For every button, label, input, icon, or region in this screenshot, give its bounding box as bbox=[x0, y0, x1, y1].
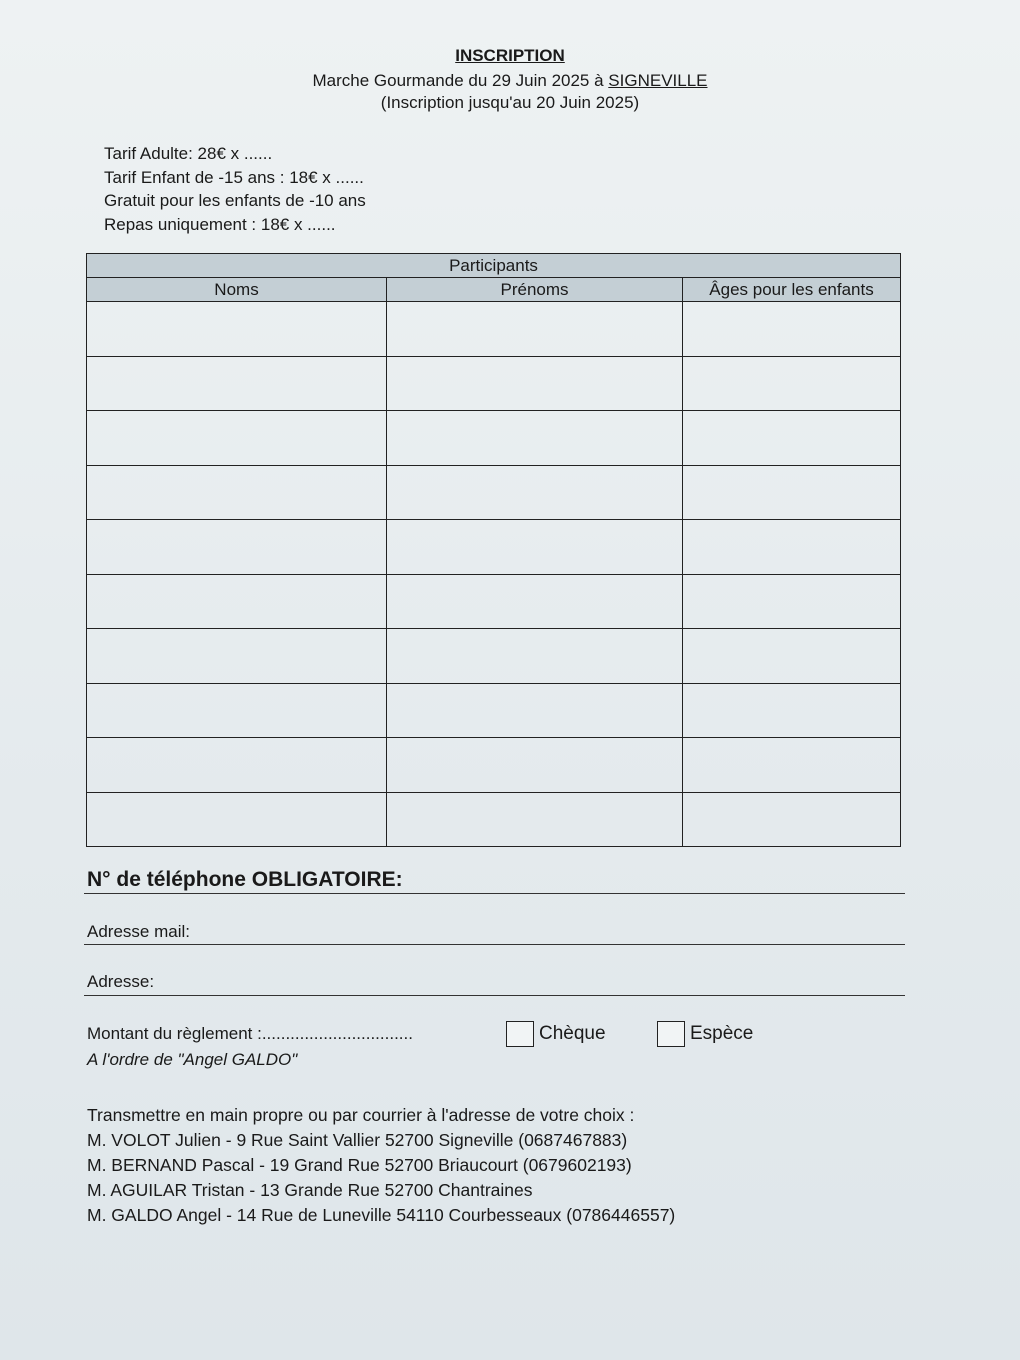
contact-item: M. BERNAND Pascal - 19 Grand Rue 52700 Briaucourt (0679602193) bbox=[87, 1155, 632, 1175]
nom-cell[interactable] bbox=[87, 411, 387, 466]
prenom-cell[interactable] bbox=[387, 574, 683, 629]
column-header-ages: Âges pour les enfants bbox=[683, 278, 901, 302]
cheque-checkbox[interactable] bbox=[506, 1021, 534, 1047]
contact-item: M. AGUILAR Tristan - 13 Grande Rue 52700 Chantraines bbox=[87, 1180, 533, 1200]
age-cell[interactable] bbox=[683, 356, 901, 411]
contact-item: M. VOLOT Julien - 9 Rue Saint Vallier 52700 Signeville (0687467883) bbox=[87, 1130, 628, 1150]
registration-deadline: (Inscription jusqu'au 20 Juin 2025) bbox=[380, 93, 640, 112]
age-cell[interactable] bbox=[683, 683, 901, 738]
participants-table bbox=[86, 253, 901, 847]
email-label: Adresse mail: bbox=[87, 922, 190, 941]
age-cell[interactable] bbox=[683, 574, 901, 629]
prenom-cell[interactable] bbox=[387, 302, 683, 357]
age-cell[interactable] bbox=[683, 792, 901, 847]
phone-label: N° de téléphone OBLIGATOIRE: bbox=[87, 868, 403, 891]
nom-cell[interactable] bbox=[87, 465, 387, 520]
price-meal-only: Repas uniquement : 18€ x ...... bbox=[104, 214, 336, 234]
cash-label: Espèce bbox=[690, 1023, 754, 1044]
price-adult: Tarif Adulte: 28€ x ...... bbox=[104, 144, 273, 163]
nom-cell[interactable] bbox=[87, 738, 387, 793]
payment-order-note: A l'ordre de "Angel GALDO" bbox=[87, 1050, 298, 1069]
event-subtitle bbox=[0, 71, 1020, 91]
age-cell[interactable] bbox=[683, 520, 901, 575]
prenom-cell[interactable] bbox=[387, 356, 683, 411]
age-cell[interactable] bbox=[683, 465, 901, 520]
contact-item: M. GALDO Angel - 14 Rue de Luneville 54110 Courbesseaux (0786446557) bbox=[87, 1205, 676, 1225]
table-row bbox=[87, 411, 901, 466]
event-location: SIGNEVILLE bbox=[608, 71, 708, 90]
table-row bbox=[87, 302, 901, 357]
prenom-cell[interactable] bbox=[387, 683, 683, 738]
table-row bbox=[87, 683, 901, 738]
column-header-noms: Noms bbox=[87, 278, 387, 302]
table-row bbox=[87, 356, 901, 411]
payment-amount-field[interactable]: Montant du règlement :................................ bbox=[87, 1024, 413, 1043]
pricing-list bbox=[104, 142, 366, 236]
contacts-intro: Transmettre en main propre ou par courrier à l'adresse de votre choix : bbox=[87, 1105, 635, 1125]
table-row bbox=[87, 465, 901, 520]
nom-cell[interactable] bbox=[87, 629, 387, 684]
table-body bbox=[87, 302, 901, 847]
prenom-cell[interactable] bbox=[387, 465, 683, 520]
email-field[interactable] bbox=[84, 922, 905, 945]
nom-cell[interactable] bbox=[87, 574, 387, 629]
prenom-cell[interactable] bbox=[387, 520, 683, 575]
event-subtitle-text: Marche Gourmande du 29 Juin 2025 à bbox=[312, 71, 609, 90]
age-cell[interactable] bbox=[683, 302, 901, 357]
cash-option[interactable] bbox=[657, 1021, 753, 1047]
prenom-cell[interactable] bbox=[387, 411, 683, 466]
cheque-option[interactable] bbox=[506, 1021, 606, 1047]
cash-checkbox[interactable] bbox=[657, 1021, 685, 1047]
nom-cell[interactable] bbox=[87, 683, 387, 738]
table-row bbox=[87, 738, 901, 793]
address-field[interactable] bbox=[84, 972, 905, 996]
price-child: Tarif Enfant de -15 ans : 18€ x ...... bbox=[104, 167, 364, 187]
cheque-label: Chèque bbox=[539, 1023, 606, 1044]
table-row bbox=[87, 629, 901, 684]
nom-cell[interactable] bbox=[87, 302, 387, 357]
column-header-prenoms: Prénoms bbox=[387, 278, 683, 302]
nom-cell[interactable] bbox=[87, 792, 387, 847]
age-cell[interactable] bbox=[683, 738, 901, 793]
prenom-cell[interactable] bbox=[387, 792, 683, 847]
price-free-note: Gratuit pour les enfants de -10 ans bbox=[104, 191, 366, 210]
table-row bbox=[87, 520, 901, 575]
table-row bbox=[87, 574, 901, 629]
prenom-cell[interactable] bbox=[387, 738, 683, 793]
form-title: INSCRIPTION bbox=[455, 46, 565, 65]
prenom-cell[interactable] bbox=[387, 629, 683, 684]
nom-cell[interactable] bbox=[87, 356, 387, 411]
nom-cell[interactable] bbox=[87, 520, 387, 575]
age-cell[interactable] bbox=[683, 629, 901, 684]
address-label: Adresse: bbox=[87, 972, 155, 991]
table-title: Participants bbox=[87, 254, 901, 278]
age-cell[interactable] bbox=[683, 411, 901, 466]
phone-field[interactable] bbox=[84, 868, 905, 894]
contacts-section bbox=[87, 1103, 675, 1228]
table-row bbox=[87, 792, 901, 847]
